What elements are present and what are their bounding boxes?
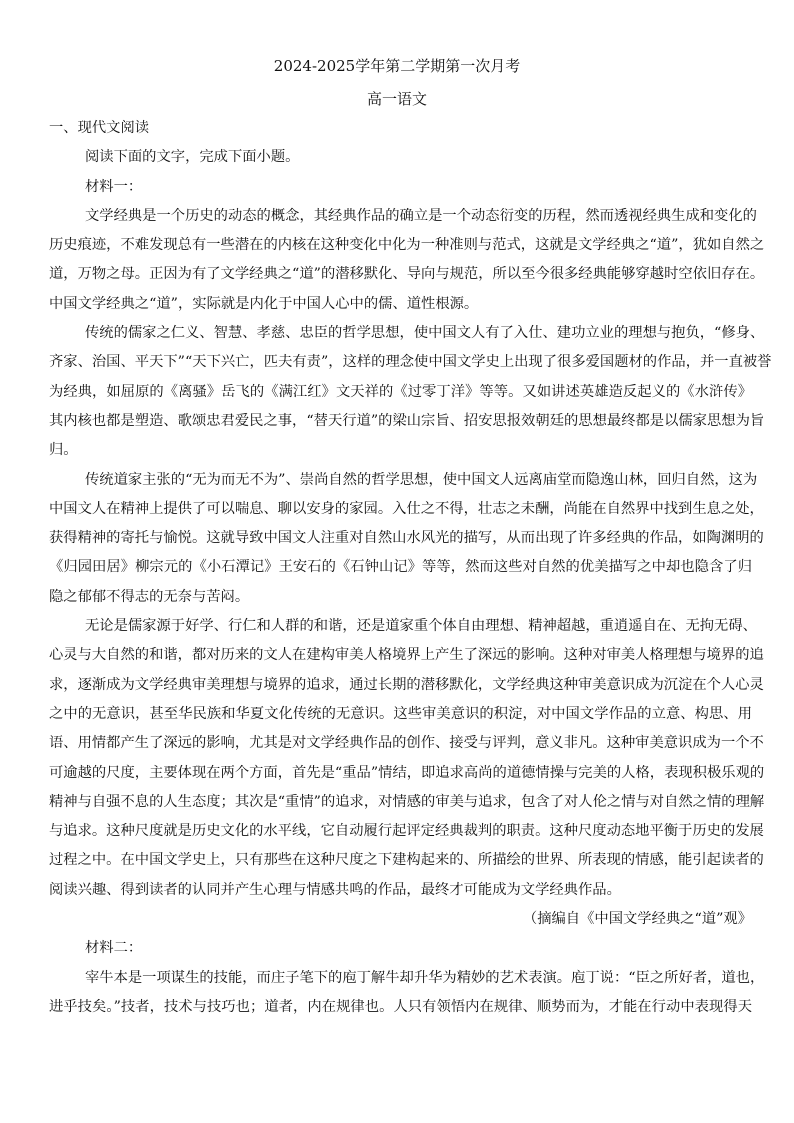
text-line: 无论是儒家源于好学、行仁和人群的和谐，还是道家重个体自由理想、精神超越，重逍遥自在、无拘无碍、 <box>85 618 757 635</box>
material1-label: 材料一： <box>85 178 143 195</box>
text-line: 获得精神的寄托与愉悦。这就导致中国文人注重对自然山水风光的描写，从而出现了许多经典的作品，如陶渊明的 <box>49 530 764 547</box>
text-line: 心灵与大自然的和谐，都对历来的文人在建构审美人格境界上产生了深远的影响。这种对审美人格理想与境界的追 <box>49 647 764 664</box>
text-line: 齐家、治国、平天下”“天下兴亡，匹夫有责”，这样的理念使中国文学史上出现了很多爱国题材的作品，并一直被誉 <box>49 354 772 371</box>
text-line: 之中的无意识，甚至华民族和华夏文化传统的无意识。这些审美意识的积淀，对中国文学作品的立意、构思、用 <box>49 705 752 722</box>
reading-content <box>49 114 772 1022</box>
text-line: 传统的儒家之仁义、智慧、孝慈、忠臣的哲学思想，使中国文人有了入仕、建功立业的理想与抱负，“修身、 <box>85 325 765 342</box>
text-line: 过程之中。在中国文学史上，只有那些在这种尺度之下建构起来的、所描绘的世界、所表现的情感，能引起读者的 <box>49 852 764 869</box>
text-line: 中国文学经典之“道”，实际就是内化于中国人心中的儒、道性根源。 <box>49 295 479 312</box>
subject-title: 高一语文 <box>366 90 427 108</box>
text-line: 道，万物之母。正因为有了文学经典之“道”的潜移默化、导向与规范，所以至今很多经典能够穿越时空依旧存在。 <box>49 266 765 283</box>
text-line: 中国文人在精神上提供了可以喘息、聊以安身的家园。入仕之不得，壮志之未酬，尚能在自然界中找到生息之处， <box>49 500 764 517</box>
text-line: 为经典，如屈原的《离骚》岳飞的《满江红》文天祥的《过零丁洋》等等。又如讲述英雄造反起义的《水浒传》 <box>49 383 752 400</box>
text-line: 文学经典是一个历史的动态的概念，其经典作品的确立是一个动态衍变的历程，然而透视经典生成和变化的 <box>85 207 757 224</box>
text-line: 与追求。这种尺度就是历史文化的水平线，它自动履行起评定经典裁判的职责。这种尺度动态地平衡于历史的发展 <box>49 823 764 840</box>
paragraph <box>49 466 764 612</box>
text-line: 历史痕迹，不难发现总有一些潜在的内核在这种变化中化为一种准则与范式，这就是文学经典之“道”，犹如自然之 <box>49 237 765 254</box>
text-line: 进乎技矣。”技者，技术与技巧也；道者，内在规律也。人只有领悟内在规律、顺势而为，才能在行动中表现得天 <box>49 998 752 1015</box>
text-line: 宰牛本是一项谋生的技能，而庄子笔下的庖丁解牛却升华为精妙的艺术表演。庖丁说：“臣之所好者，道也， <box>85 969 765 986</box>
section-heading: 一、现代文阅读 <box>49 120 150 136</box>
text-line: 精神与自强不息的人生态度；其次是“重情”的追求，对情感的审美与追求，包含了对人伦之情与对自然之情的理解 <box>49 793 765 810</box>
text-line: 语、用情都产生了深远的影响，尤其是对文学经典作品的创作、接受与评判，意义非凡。这种审美意识成为一个不 <box>49 735 764 752</box>
paragraph <box>49 964 765 1023</box>
text-line: 隐之郁郁不得志的无奈与苦闷。 <box>49 588 250 605</box>
instruction: 阅读下面的文字，完成下面小题。 <box>85 149 300 166</box>
text-line: 《归园田居》柳宗元的《小石潭记》王安石的《石钟山记》等等，然而这些对自然的优美描写之中却也隐含了归 <box>49 559 752 576</box>
text-line: 求，逐渐成为文学经典审美理想与境界的追求，通过长期的潜移默化，文学经典这种审美意识成为沉淀在个人心灵 <box>49 676 764 693</box>
paragraph <box>49 612 765 905</box>
material1-source: （摘编自《中国文学经典之“道”观》 <box>522 911 752 928</box>
material2-label: 材料二： <box>85 940 143 957</box>
text-line: 归。 <box>49 442 78 459</box>
text-line: 阅读兴趣、得到读者的认同并产生心理与情感共鸣的作品，最终才可能成为文学经典作品。 <box>49 881 621 898</box>
paragraph <box>49 202 765 319</box>
paragraph <box>49 319 772 465</box>
text-line: 传统道家主张的“无为而无不为”、崇尚自然的哲学思想，使中国文人远离庙堂而隐逸山林，回归自然，这为 <box>85 471 758 488</box>
text-line: 可逾越的尺度，主要体现在两个方面，首先是“重品”情结，即追求高尚的道德情操与完美的人格，表现积极乐观的 <box>49 764 765 781</box>
exam-title: 2024-2025学年第二学期第一次月考 <box>273 57 521 75</box>
text-line: 其内核也都是塑造、歌颂忠君爱民之事，“替天行道”的梁山宗旨、招安思报效朝廷的思想最终都是以儒家思想为旨 <box>49 412 765 429</box>
